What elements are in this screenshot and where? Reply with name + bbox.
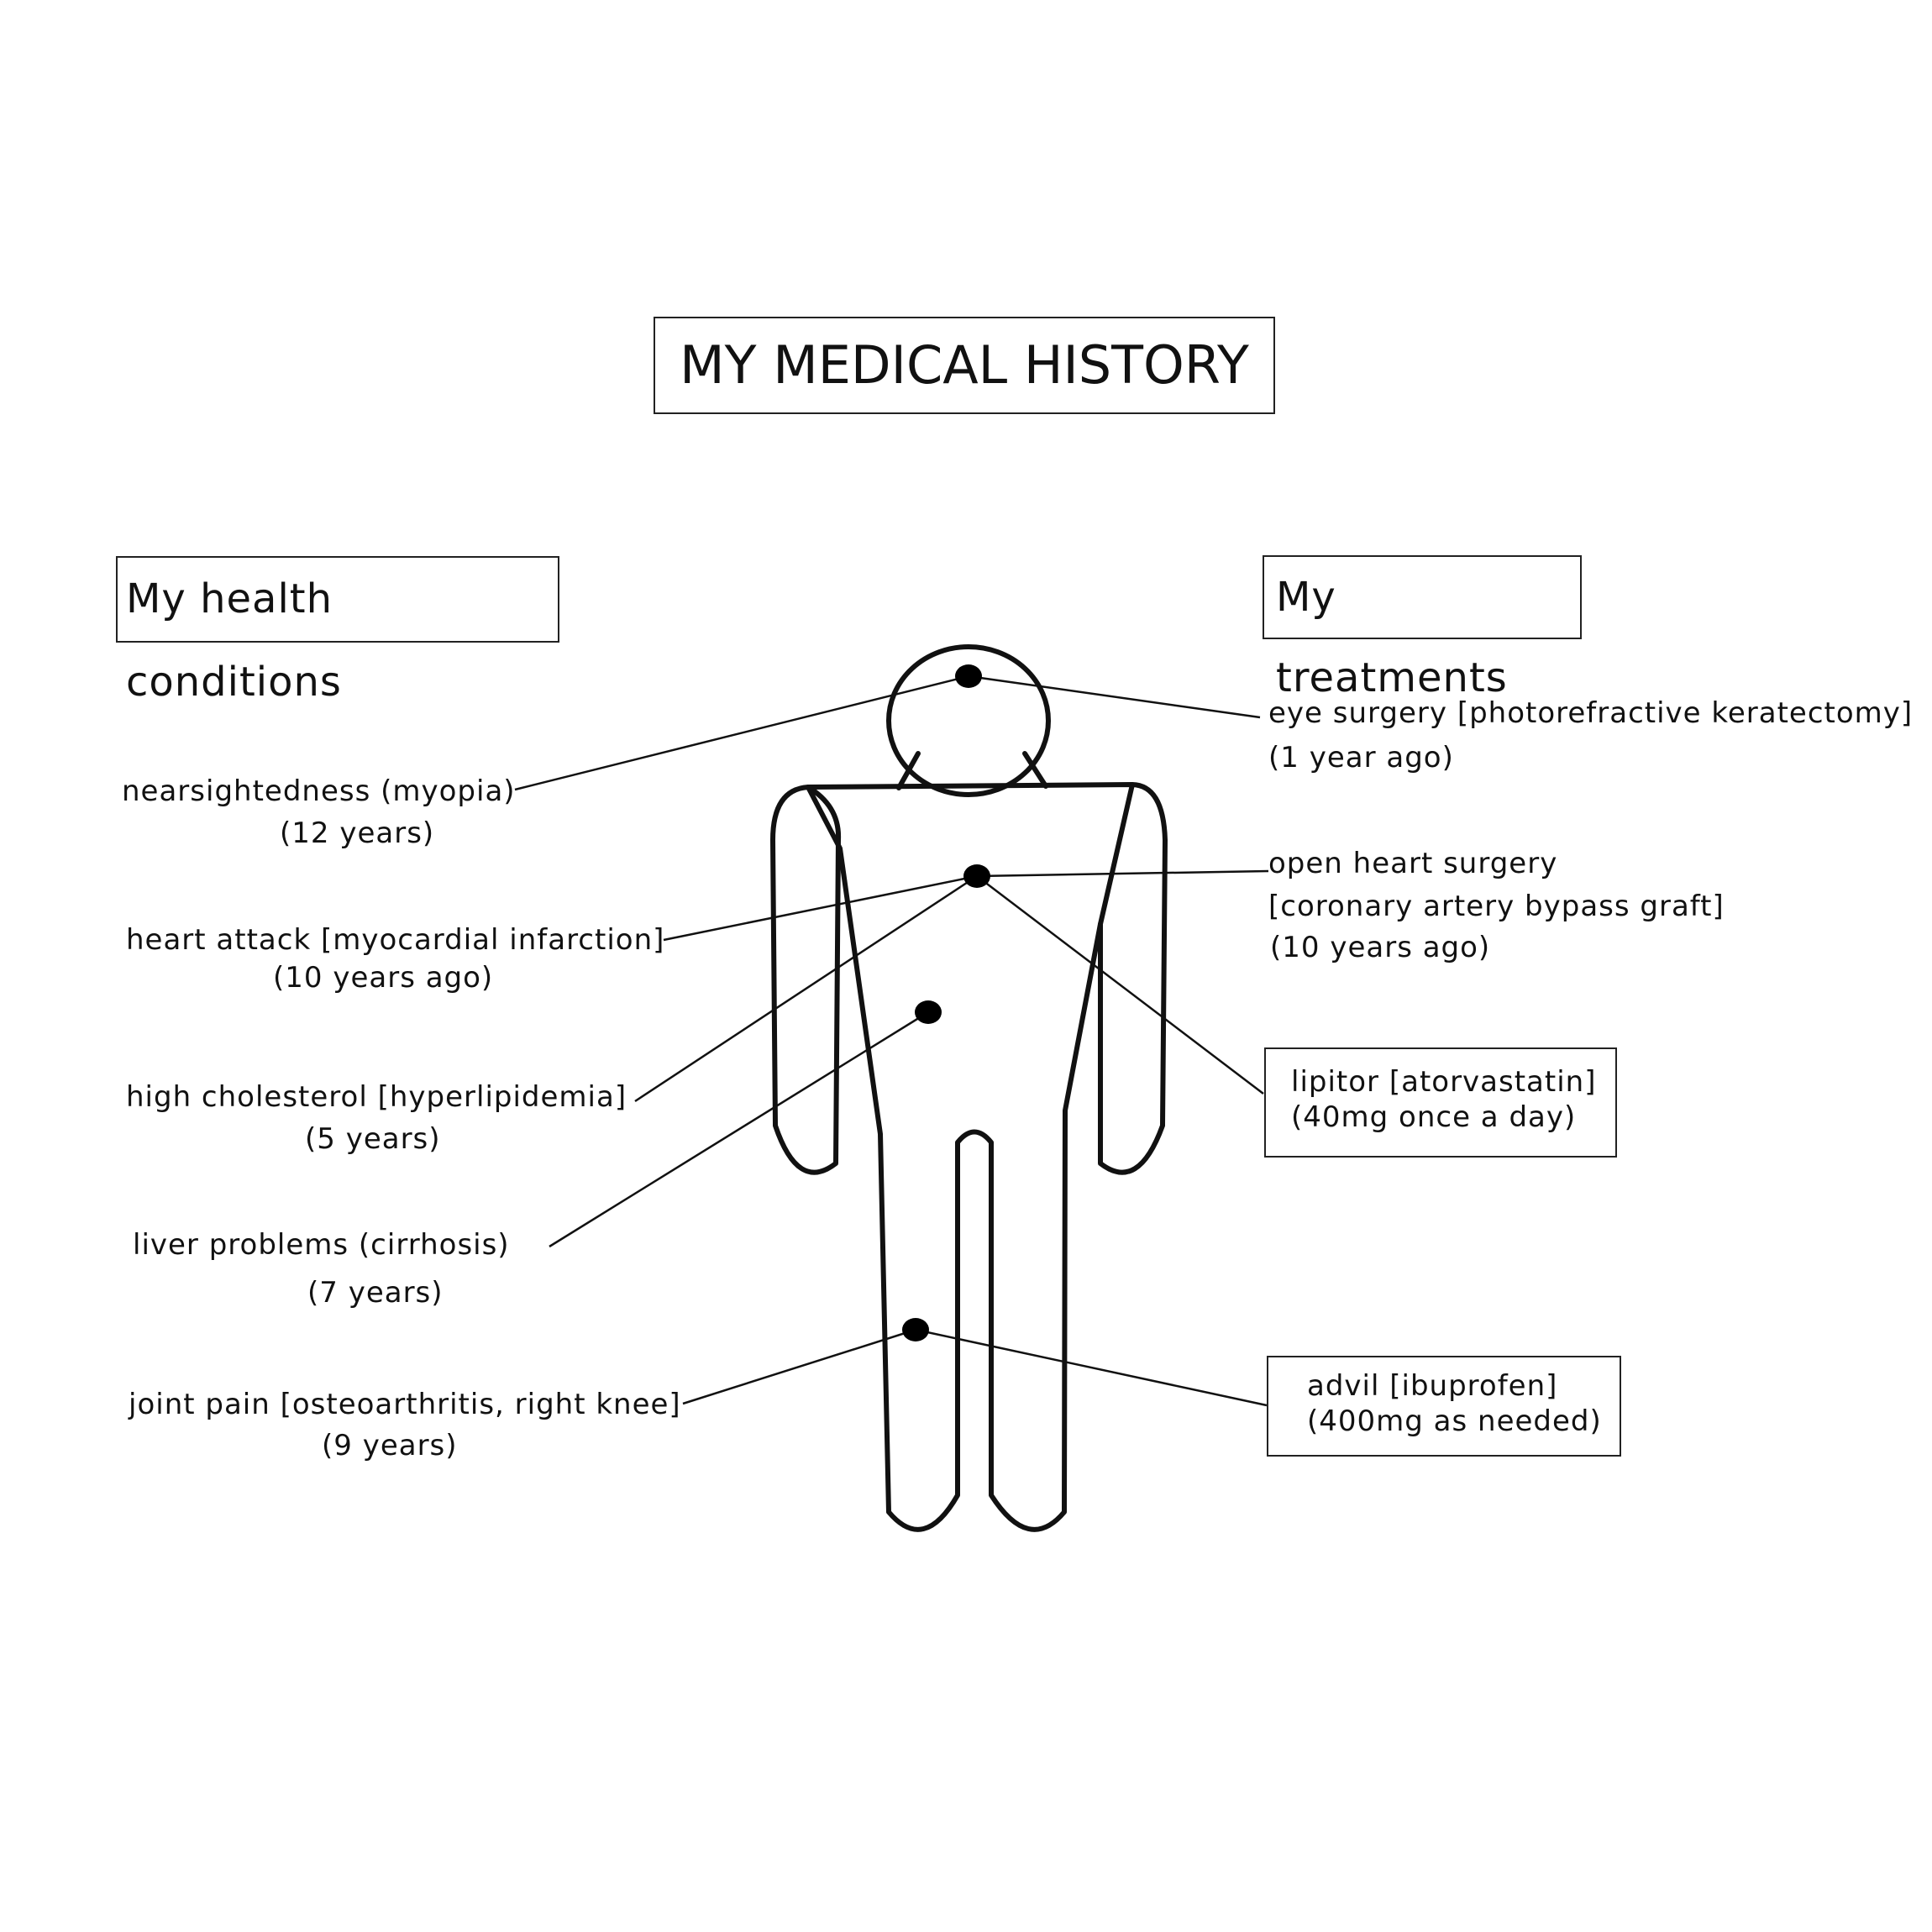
condition-name: heart attack [myocardial infarction]: [126, 923, 665, 957]
marker-eye: [955, 664, 982, 688]
advil-dose: (400mg as needed): [1307, 1404, 1602, 1438]
leader-joint-pain: [683, 1330, 916, 1404]
condition-name: joint pain [osteoarthritis, right knee]: [129, 1388, 681, 1421]
advil-box: [1267, 1356, 1621, 1457]
condition-duration: (10 years ago): [273, 961, 494, 995]
lipitor-name: lipitor [atorvastatin]: [1291, 1065, 1597, 1099]
conditions-heading-box: [116, 556, 559, 706]
marker-knee: [902, 1318, 929, 1341]
leader-myopia: [515, 676, 969, 790]
marker-heart: [963, 864, 990, 888]
treatments-heading: My treatments: [1276, 574, 1508, 701]
treatment-heart-surgery-detail: [coronary artery bypass graft]: [1268, 890, 1725, 923]
marker-liver: [915, 1000, 942, 1024]
treatment-heart-surgery: open heart surgery: [1268, 847, 1558, 880]
title-box: [654, 317, 1275, 414]
treatment-heart-surgery-when: (10 years ago): [1270, 931, 1491, 964]
torso-legs-outline: [808, 785, 1132, 1530]
leader-heart-surgery: [977, 871, 1268, 876]
condition-name: liver problems (cirrhosis): [133, 1228, 510, 1262]
page-title: MY MEDICAL HISTORY: [680, 334, 1249, 396]
treatment-eye-surgery-when: (1 year ago): [1268, 741, 1454, 774]
conditions-heading: My health conditions: [126, 575, 342, 706]
lipitor-dose: (40mg once a day): [1291, 1100, 1577, 1134]
condition-name: nearsightedness (myopia): [122, 774, 516, 808]
advil-name: advil [ibuprofen]: [1307, 1369, 1558, 1403]
condition-duration: (12 years): [280, 816, 435, 850]
lipitor-box: [1264, 1047, 1617, 1158]
left-arm-outline: [773, 787, 838, 1173]
treatments-heading-box: [1263, 555, 1582, 701]
condition-duration: (7 years): [307, 1276, 444, 1310]
leader-eye-surgery: [969, 676, 1260, 717]
leader-lipitor: [977, 876, 1263, 1094]
treatment-eye-surgery: eye surgery [photorefractive keratectomy]: [1268, 696, 1914, 730]
condition-duration: (5 years): [305, 1122, 441, 1156]
leader-advil: [916, 1330, 1267, 1405]
leader-liver: [549, 1012, 928, 1247]
condition-duration: (9 years): [322, 1429, 458, 1462]
condition-name: high cholesterol [hyperlipidemia]: [126, 1080, 627, 1114]
